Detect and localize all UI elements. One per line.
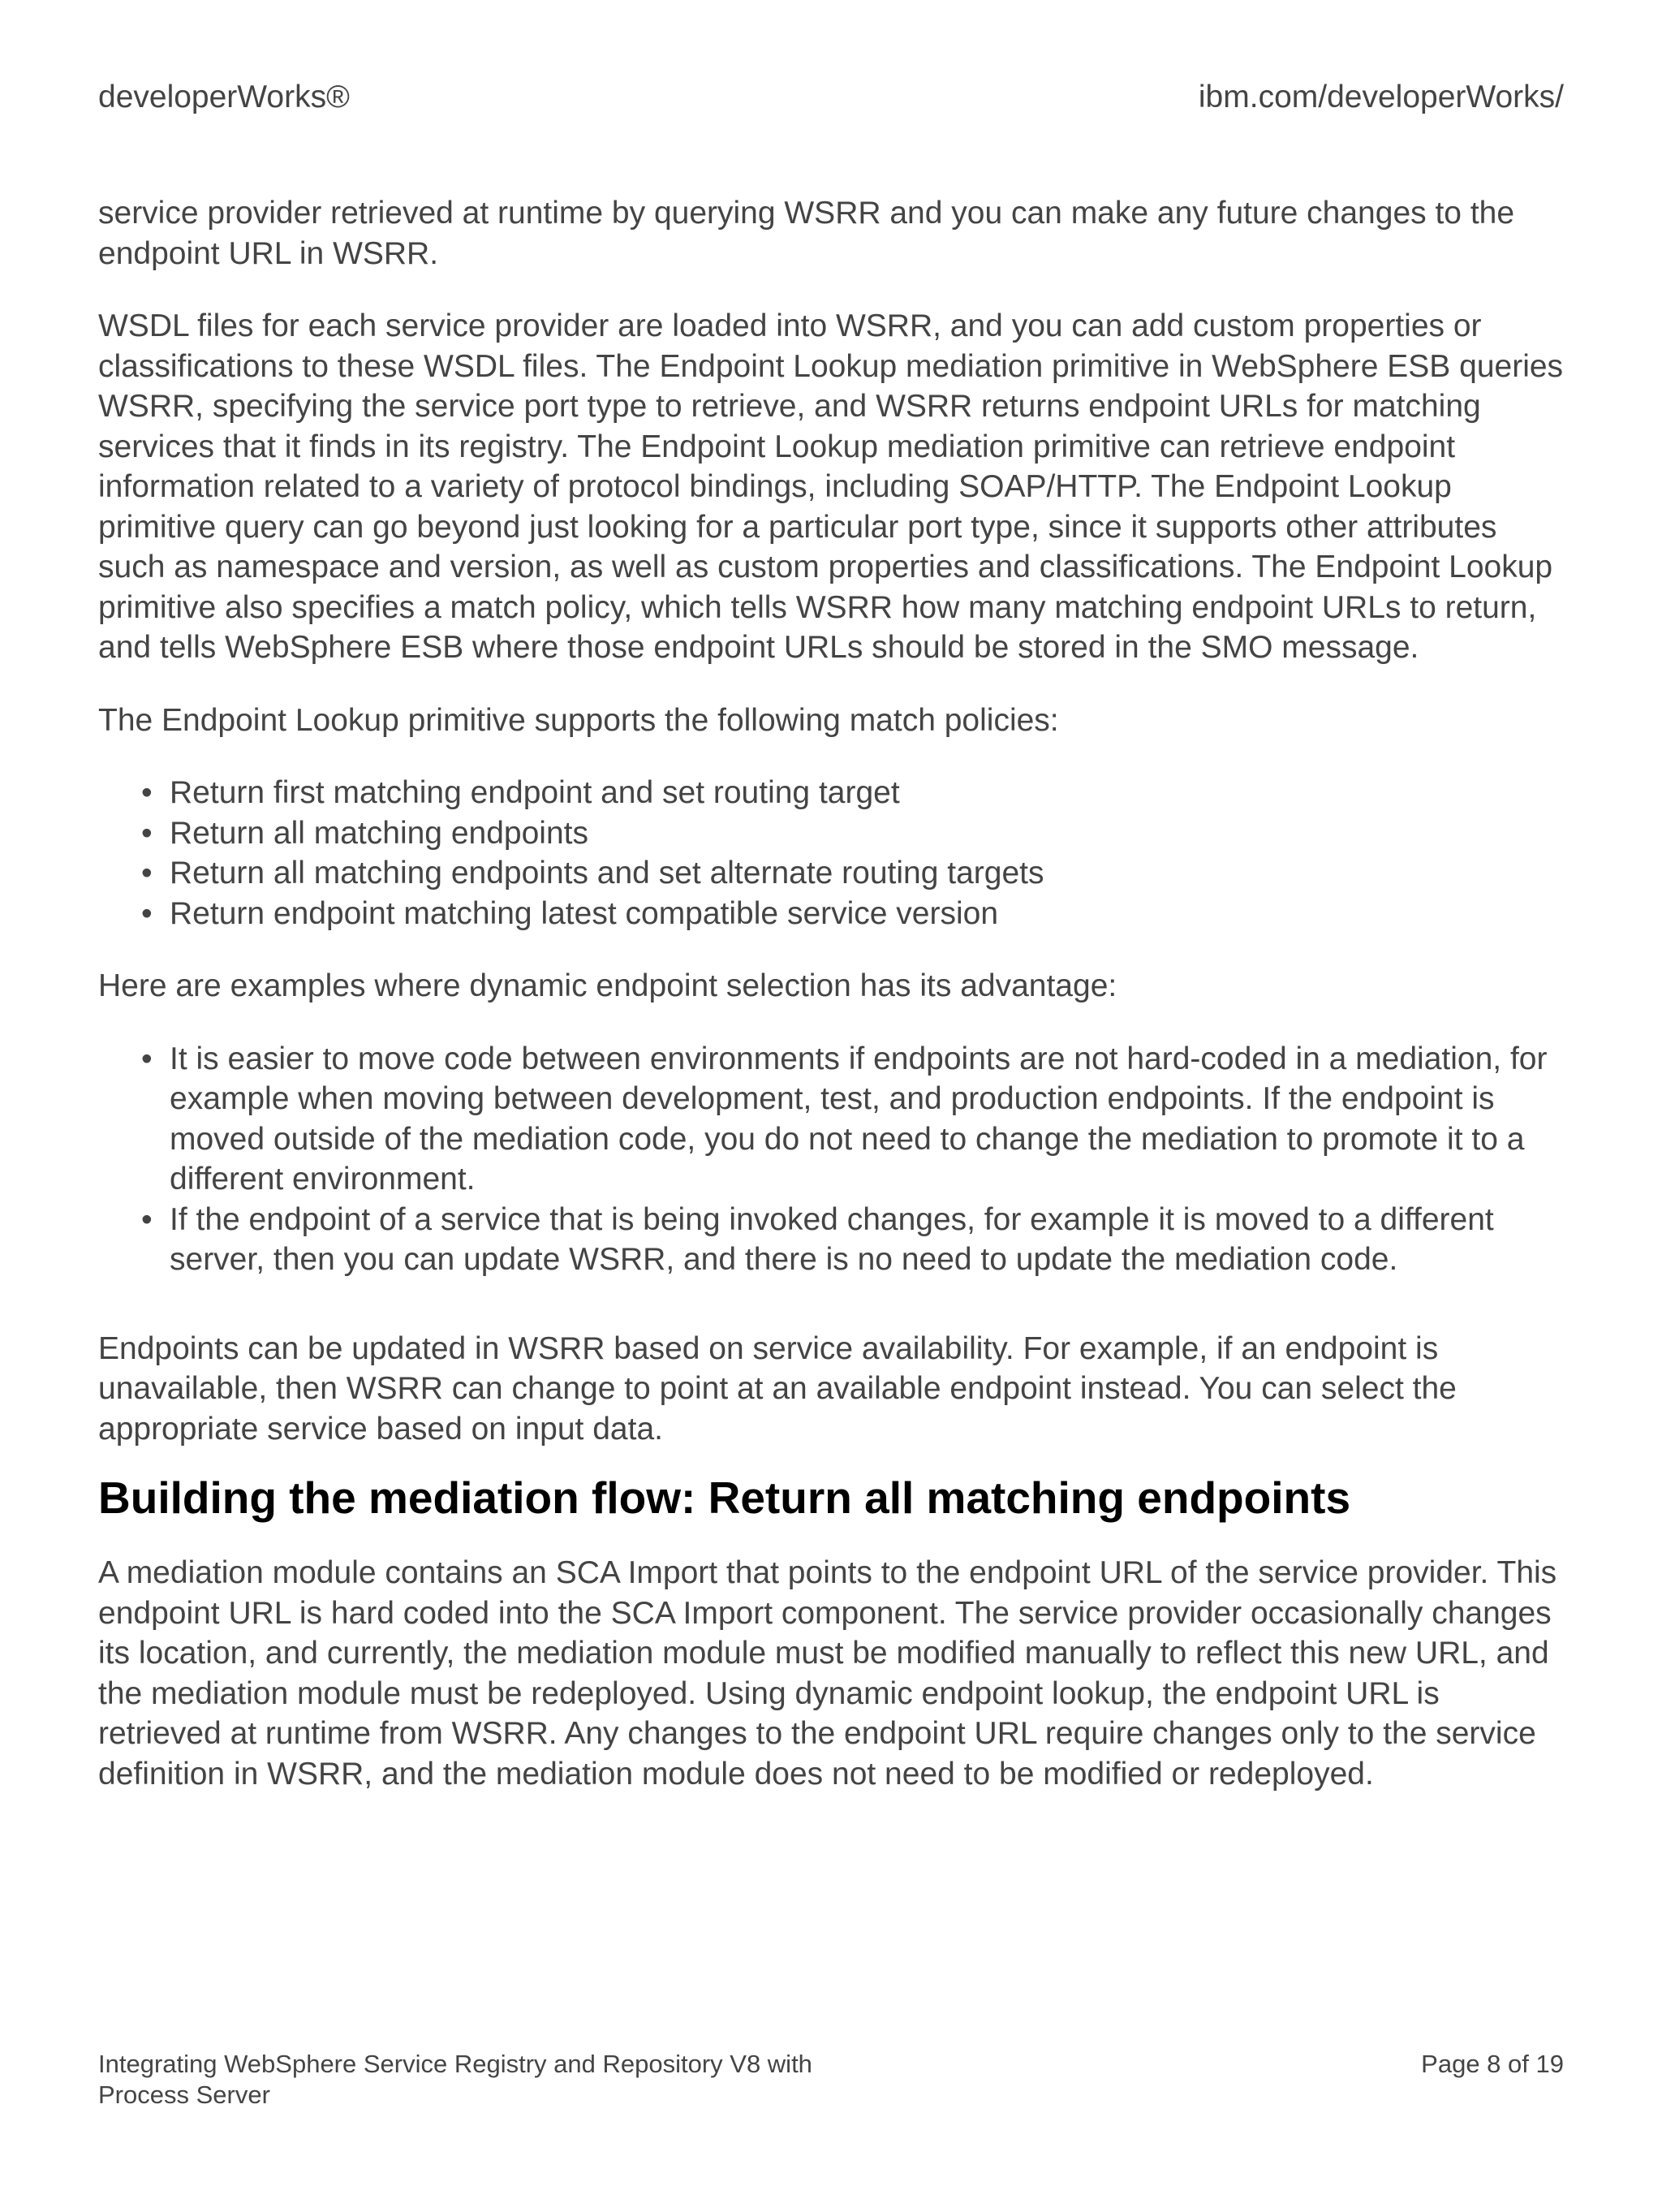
paragraph-wsdl: WSDL files for each service provider are loaded into WSRR, and you can add custom properties or classifications to these WSDL files. The Endpoint Lookup mediation primitive in WebSphere ESB queries WSRR, specifying the service port type to retrieve, and WSRR returns endpoint URLs for matching services that it finds in its registry. The Endpoint Lookup mediation primitive can retrieve endpoint information related to a variety of protocol bindings, including SOAP/HTTP. The Endpoint Lookup primitive query can go beyond just looking for a particular port type, since it supports other attributes such as namespace and version, as well as custom properties and classifications. The Endpoint Lookup primitive also specifies a match policy, which tells WSRR how many matching endpoint URLs to return, and tells WebSphere ESB where those endpoint URLs should be stored in the SMO message. <box>98 308 1564 665</box>
list-item: • If the endpoint of a service that is being invoked changes, for example it is moved to a different server, then you can update WSRR, and there is no need to update the mediation code. <box>170 1200 1564 1280</box>
list-item: • It is easier to move code between environments if endpoints are not hard-coded in a mediation, for example when moving between development, test, and production endpoints. If the endpoint is moved outside of the mediation code, you do not need to change the mediation to promote it to a different environment. <box>170 1039 1564 1200</box>
article-body <box>98 193 1564 1826</box>
header-site-name: developerWorks® <box>98 80 350 114</box>
paragraph-intro: service provider retrieved at runtime by querying WSRR and you can make any future changes to the endpoint URL in WSRR. <box>98 196 1515 271</box>
list-item: • Return endpoint matching latest compatible service version <box>170 894 1564 934</box>
footer-page-number: Page 8 of 19 <box>1421 2050 1564 2078</box>
list-item: • Return all matching endpoints <box>170 813 1564 854</box>
section-heading: Building the mediation flow: Return all matching endpoints <box>98 1473 1351 1523</box>
advantage-list <box>98 1039 1564 1280</box>
paragraph-mediation-module: A mediation module contains an SCA Import that points to the endpoint URL of the service provider. This endpoint URL is hard coded into the SCA Import component. The service provider occasionally changes its location, and currently, the mediation module must be modified manually to reflect this new URL, and the mediation module must be redeployed. Using dynamic endpoint lookup, the endpoint URL is retrieved at runtime from WSRR. Any changes to the endpoint URL require changes only to the service definition in WSRR, and the mediation module does not need to be modified or redeployed. <box>98 1555 1557 1792</box>
list-item: • Return all matching endpoints and set alternate routing targets <box>170 853 1564 894</box>
paragraph-availability: Endpoints can be updated in WSRR based on service availability. For example, if an endpoint is unavailable, then WSRR can change to point at an available endpoint instead. You can select the appropriate service based on input data. <box>98 1330 1457 1447</box>
footer-document-title: Integrating WebSphere Service Registry and Repository V8 with Process Server <box>98 2050 812 2109</box>
list-item: • Return first matching endpoint and set routing target <box>170 773 1564 813</box>
header-site-url[interactable]: ibm.com/developerWorks/ <box>1198 80 1564 114</box>
match-policy-list <box>98 773 1564 934</box>
paragraph-advantages-intro: Here are examples where dynamic endpoint selection has its advantage: <box>98 968 1117 1003</box>
paragraph-policies-intro: The Endpoint Lookup primitive supports the following match policies: <box>98 702 1059 738</box>
